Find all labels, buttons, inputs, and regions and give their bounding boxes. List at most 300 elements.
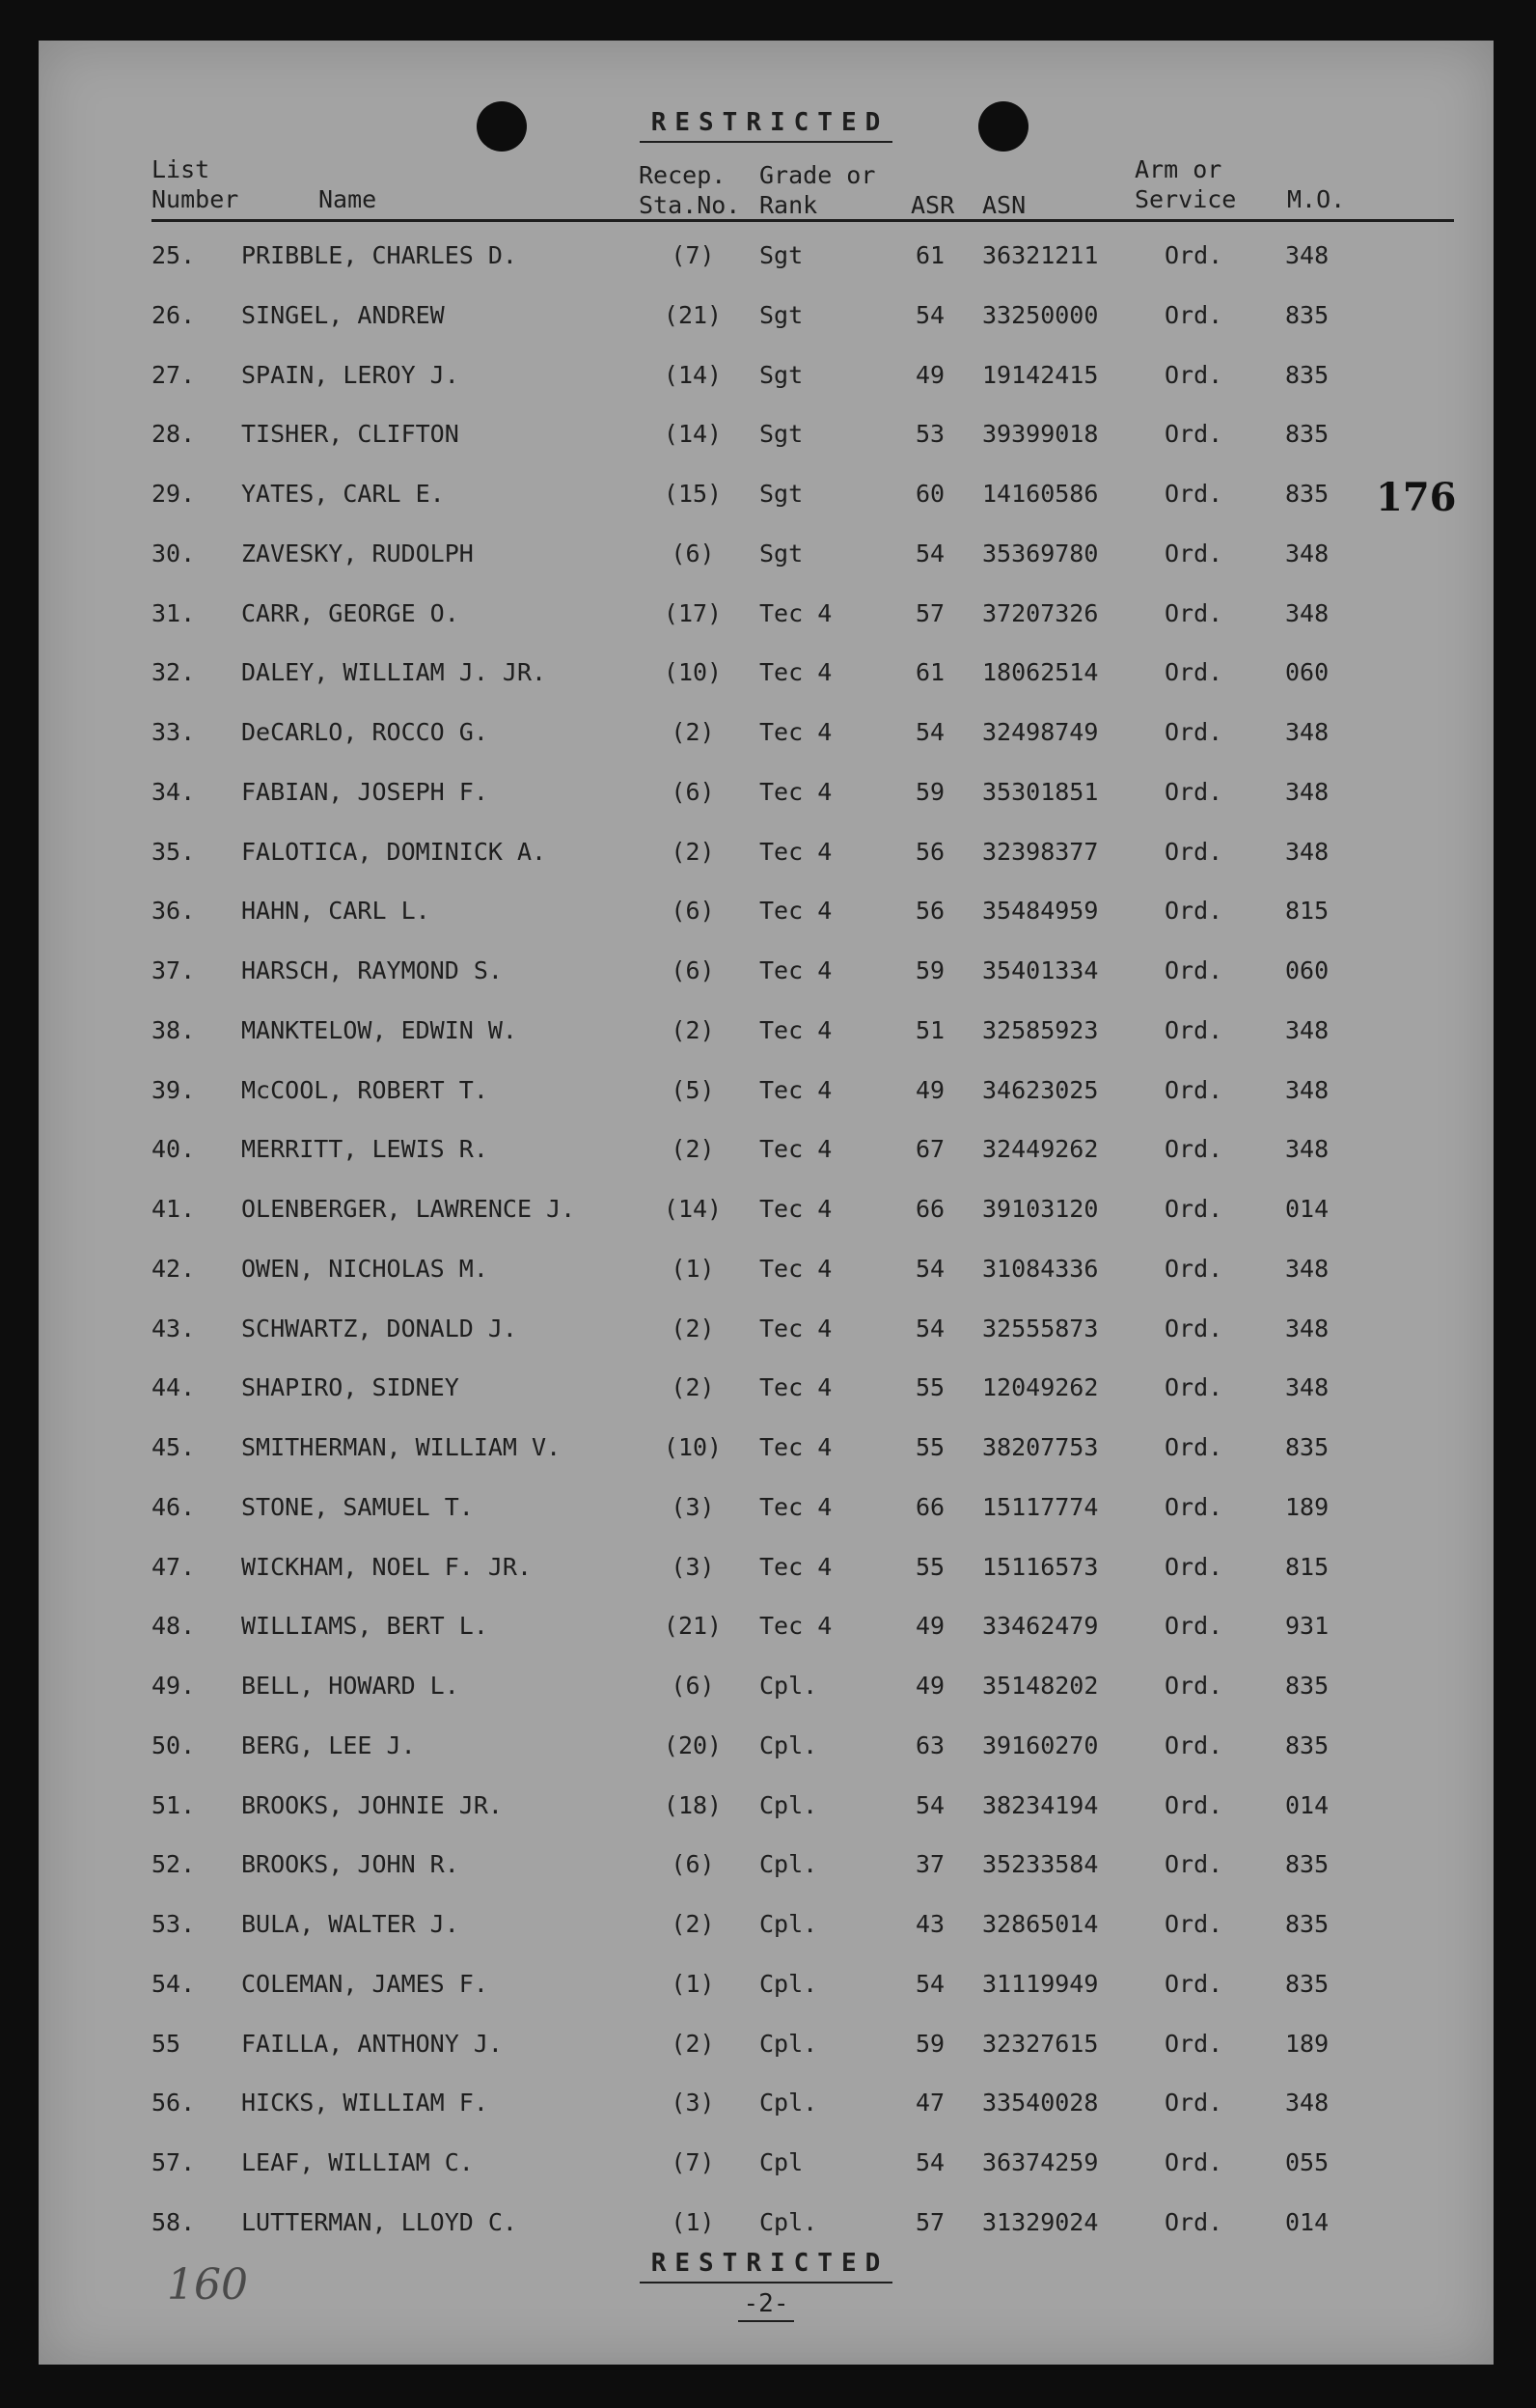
cell-asn: 35369780 xyxy=(982,539,1099,567)
table-row xyxy=(39,1731,1494,1770)
cell-mo: 815 xyxy=(1285,897,1330,926)
page-number: -2- xyxy=(39,2289,1494,2318)
cell-reception-station: (2) xyxy=(671,1015,715,1044)
cell-list-number: 50. xyxy=(151,1730,196,1759)
table-row xyxy=(39,1970,1494,2008)
cell-mo: 348 xyxy=(1285,1075,1330,1104)
cell-rank: Cpl. xyxy=(759,2089,818,2117)
cell-asr: 54 xyxy=(916,2148,946,2176)
cell-name: FABIAN, JOSEPH F. xyxy=(241,777,488,806)
cell-name: BROOKS, JOHN R. xyxy=(241,1850,459,1879)
cell-asr: 59 xyxy=(916,956,946,984)
table-row xyxy=(39,1493,1494,1532)
table-row xyxy=(39,956,1494,995)
cell-rank: Tec 4 xyxy=(759,1373,833,1402)
cell-reception-station: (7) xyxy=(671,2148,715,2176)
cell-asn: 32449262 xyxy=(982,1135,1099,1164)
table-row xyxy=(39,301,1494,340)
cell-arm-service: Ord. xyxy=(1165,360,1223,389)
cell-arm-service: Ord. xyxy=(1165,1850,1223,1879)
cell-arm-service: Ord. xyxy=(1165,1790,1223,1819)
cell-asn: 15117774 xyxy=(982,1492,1099,1521)
cell-asn: 35301851 xyxy=(982,777,1099,806)
cell-list-number: 33. xyxy=(151,718,196,746)
cell-asr: 49 xyxy=(916,1075,946,1104)
cell-name: PRIBBLE, CHARLES D. xyxy=(241,241,517,269)
cell-rank: Sgt xyxy=(759,539,804,567)
cell-list-number: 46. xyxy=(151,1492,196,1521)
cell-rank: Cpl. xyxy=(759,1790,818,1819)
cell-name: HAHN, CARL L. xyxy=(241,897,430,926)
cell-rank: Sgt xyxy=(759,480,804,508)
cell-arm-service: Ord. xyxy=(1165,2089,1223,2117)
cell-rank: Tec 4 xyxy=(759,837,833,866)
cell-reception-station: (6) xyxy=(671,539,715,567)
cell-reception-station: (1) xyxy=(671,2207,715,2236)
cell-name: WILLIAMS, BERT L. xyxy=(241,1612,488,1641)
cell-mo: 835 xyxy=(1285,420,1330,449)
cell-rank: Cpl. xyxy=(759,1910,818,1938)
cell-rank: Tec 4 xyxy=(759,718,833,746)
cell-reception-station: (2) xyxy=(671,1910,715,1938)
cell-arm-service: Ord. xyxy=(1165,2029,1223,2058)
cell-mo: 931 xyxy=(1285,1612,1330,1641)
table-row xyxy=(39,2148,1494,2187)
table-row xyxy=(39,2089,1494,2127)
cell-asn: 32865014 xyxy=(982,1910,1099,1938)
cell-arm-service: Ord. xyxy=(1165,718,1223,746)
cell-reception-station: (2) xyxy=(671,2029,715,2058)
cell-name: SMITHERMAN, WILLIAM V. xyxy=(241,1433,562,1461)
cell-name: SINGEL, ANDREW xyxy=(241,300,445,329)
cell-mo: 060 xyxy=(1285,658,1330,687)
table-row xyxy=(39,540,1494,578)
cell-arm-service: Ord. xyxy=(1165,1254,1223,1283)
cell-name: BROOKS, JOHNIE JR. xyxy=(241,1790,503,1819)
cell-asn: 14160586 xyxy=(982,480,1099,508)
cell-name: TISHER, CLIFTON xyxy=(241,420,459,449)
cell-reception-station: (1) xyxy=(671,1254,715,1283)
cell-asr: 66 xyxy=(916,1195,946,1223)
cell-asn: 15116573 xyxy=(982,1552,1099,1581)
table-row xyxy=(39,1016,1494,1055)
cell-reception-station: (18) xyxy=(663,1790,723,1819)
cell-arm-service: Ord. xyxy=(1165,1314,1223,1342)
cell-asn: 33250000 xyxy=(982,300,1099,329)
cell-mo: 835 xyxy=(1285,480,1330,508)
cell-list-number: 43. xyxy=(151,1314,196,1342)
cell-name: YATES, CARL E. xyxy=(241,480,445,508)
table-row xyxy=(39,1672,1494,1710)
cell-name: FALOTICA, DOMINICK A. xyxy=(241,837,547,866)
cell-rank: Tec 4 xyxy=(759,897,833,926)
cell-rank: Tec 4 xyxy=(759,1195,833,1223)
cell-arm-service: Ord. xyxy=(1165,897,1223,926)
classification-header: RESTRICTED xyxy=(39,108,1494,137)
cell-mo: 348 xyxy=(1285,837,1330,866)
cell-mo: 348 xyxy=(1285,598,1330,627)
cell-name: LUTTERMAN, LLOYD C. xyxy=(241,2207,517,2236)
cell-reception-station: (17) xyxy=(663,598,723,627)
cell-name: ZAVESKY, RUDOLPH xyxy=(241,539,474,567)
cell-asn: 33540028 xyxy=(982,2089,1099,2117)
table-row xyxy=(39,838,1494,876)
cell-list-number: 51. xyxy=(151,1790,196,1819)
cell-reception-station: (5) xyxy=(671,1075,715,1104)
cell-asr: 49 xyxy=(916,1612,946,1641)
cell-asr: 59 xyxy=(916,777,946,806)
cell-name: SPAIN, LEROY J. xyxy=(241,360,459,389)
cell-arm-service: Ord. xyxy=(1165,480,1223,508)
cell-asn: 18062514 xyxy=(982,658,1099,687)
cell-mo: 189 xyxy=(1285,2029,1330,2058)
cell-name: FAILLA, ANTHONY J. xyxy=(241,2029,503,2058)
cell-list-number: 47. xyxy=(151,1552,196,1581)
cell-reception-station: (14) xyxy=(663,420,723,449)
cell-asn: 31084336 xyxy=(982,1254,1099,1283)
cell-list-number: 32. xyxy=(151,658,196,687)
cell-rank: Tec 4 xyxy=(759,1492,833,1521)
cell-mo: 348 xyxy=(1285,777,1330,806)
cell-asr: 55 xyxy=(916,1552,946,1581)
cell-mo: 014 xyxy=(1285,2207,1330,2236)
cell-arm-service: Ord. xyxy=(1165,1910,1223,1938)
cell-list-number: 49. xyxy=(151,1672,196,1700)
cell-asn: 37207326 xyxy=(982,598,1099,627)
cell-mo: 348 xyxy=(1285,1254,1330,1283)
cell-rank: Tec 4 xyxy=(759,777,833,806)
cell-rank: Sgt xyxy=(759,360,804,389)
cell-arm-service: Ord. xyxy=(1165,1730,1223,1759)
table-row xyxy=(39,361,1494,400)
cell-list-number: 39. xyxy=(151,1075,196,1104)
cell-asn: 39399018 xyxy=(982,420,1099,449)
cell-arm-service: Ord. xyxy=(1165,241,1223,269)
cell-list-number: 31. xyxy=(151,598,196,627)
cell-name: OLENBERGER, LAWRENCE J. xyxy=(241,1195,576,1223)
cell-list-number: 48. xyxy=(151,1612,196,1641)
cell-name: CARR, GEORGE O. xyxy=(241,598,459,627)
cell-asn: 35401334 xyxy=(982,956,1099,984)
cell-rank: Tec 4 xyxy=(759,1314,833,1342)
cell-asr: 51 xyxy=(916,1015,946,1044)
cell-arm-service: Ord. xyxy=(1165,2148,1223,2176)
cell-list-number: 34. xyxy=(151,777,196,806)
cell-rank: Cpl. xyxy=(759,1672,818,1700)
cell-mo: 348 xyxy=(1285,1314,1330,1342)
cell-asr: 66 xyxy=(916,1492,946,1521)
cell-asr: 60 xyxy=(916,480,946,508)
cell-reception-station: (6) xyxy=(671,777,715,806)
cell-list-number: 57. xyxy=(151,2148,196,2176)
cell-rank: Tec 4 xyxy=(759,658,833,687)
cell-reception-station: (14) xyxy=(663,1195,723,1223)
cell-mo: 835 xyxy=(1285,1910,1330,1938)
cell-reception-station: (3) xyxy=(671,1552,715,1581)
cell-name: SCHWARTZ, DONALD J. xyxy=(241,1314,517,1342)
cell-rank: Cpl. xyxy=(759,1730,818,1759)
cell-list-number: 25. xyxy=(151,241,196,269)
col-header-asn: ASN xyxy=(982,191,1027,219)
cell-list-number: 56. xyxy=(151,2089,196,2117)
cell-asn: 19142415 xyxy=(982,360,1099,389)
cell-reception-station: (20) xyxy=(663,1730,723,1759)
cell-arm-service: Ord. xyxy=(1165,1015,1223,1044)
cell-mo: 348 xyxy=(1285,241,1330,269)
cell-asn: 31329024 xyxy=(982,2207,1099,2236)
cell-asr: 61 xyxy=(916,241,946,269)
table-row xyxy=(39,718,1494,757)
cell-asn: 39160270 xyxy=(982,1730,1099,1759)
cell-mo: 348 xyxy=(1285,718,1330,746)
cell-reception-station: (21) xyxy=(663,300,723,329)
cell-reception-station: (6) xyxy=(671,897,715,926)
cell-mo: 348 xyxy=(1285,1015,1330,1044)
cell-list-number: 44. xyxy=(151,1373,196,1402)
cell-asn: 38207753 xyxy=(982,1433,1099,1461)
cell-mo: 014 xyxy=(1285,1195,1330,1223)
table-row xyxy=(39,1255,1494,1293)
cell-list-number: 41. xyxy=(151,1195,196,1223)
margin-number: 176 xyxy=(1376,475,1457,520)
cell-list-number: 27. xyxy=(151,360,196,389)
cell-rank: Tec 4 xyxy=(759,1552,833,1581)
cell-arm-service: Ord. xyxy=(1165,539,1223,567)
cell-arm-service: Ord. xyxy=(1165,598,1223,627)
cell-reception-station: (1) xyxy=(671,1969,715,1998)
cell-arm-service: Ord. xyxy=(1165,1135,1223,1164)
cell-asn: 12049262 xyxy=(982,1373,1099,1402)
cell-rank: Cpl. xyxy=(759,2207,818,2236)
cell-arm-service: Ord. xyxy=(1165,777,1223,806)
cell-reception-station: (2) xyxy=(671,1135,715,1164)
cell-asn: 33462479 xyxy=(982,1612,1099,1641)
cell-name: BELL, HOWARD L. xyxy=(241,1672,459,1700)
cell-list-number: 58. xyxy=(151,2207,196,2236)
cell-reception-station: (21) xyxy=(663,1612,723,1641)
cell-asr: 54 xyxy=(916,300,946,329)
table-row xyxy=(39,1791,1494,1830)
table-row xyxy=(39,897,1494,935)
cell-asr: 57 xyxy=(916,2207,946,2236)
cell-mo: 348 xyxy=(1285,1135,1330,1164)
cell-list-number: 37. xyxy=(151,956,196,984)
table-row xyxy=(39,420,1494,458)
cell-name: BERG, LEE J. xyxy=(241,1730,416,1759)
cell-mo: 348 xyxy=(1285,1373,1330,1402)
cell-mo: 835 xyxy=(1285,360,1330,389)
cell-asn: 35148202 xyxy=(982,1672,1099,1700)
cell-mo: 835 xyxy=(1285,1850,1330,1879)
cell-name: MANKTELOW, EDWIN W. xyxy=(241,1015,517,1044)
cell-asr: 57 xyxy=(916,598,946,627)
cell-list-number: 55 xyxy=(151,2029,181,2058)
cell-name: STONE, SAMUEL T. xyxy=(241,1492,474,1521)
cell-arm-service: Ord. xyxy=(1165,1672,1223,1700)
cell-arm-service: Ord. xyxy=(1165,658,1223,687)
cell-asn: 31119949 xyxy=(982,1969,1099,1998)
cell-arm-service: Ord. xyxy=(1165,1969,1223,1998)
cell-reception-station: (7) xyxy=(671,241,715,269)
cell-reception-station: (14) xyxy=(663,360,723,389)
cell-rank: Cpl. xyxy=(759,1969,818,1998)
cell-name: MERRITT, LEWIS R. xyxy=(241,1135,488,1164)
cell-name: BULA, WALTER J. xyxy=(241,1910,459,1938)
header-rule xyxy=(151,219,1454,222)
cell-arm-service: Ord. xyxy=(1165,1433,1223,1461)
cell-rank: Tec 4 xyxy=(759,956,833,984)
cell-asr: 53 xyxy=(916,420,946,449)
cell-mo: 060 xyxy=(1285,956,1330,984)
cell-mo: 835 xyxy=(1285,1433,1330,1461)
cell-list-number: 29. xyxy=(151,480,196,508)
cell-reception-station: (2) xyxy=(671,837,715,866)
cell-asr: 67 xyxy=(916,1135,946,1164)
cell-list-number: 38. xyxy=(151,1015,196,1044)
cell-asr: 56 xyxy=(916,897,946,926)
cell-mo: 835 xyxy=(1285,1672,1330,1700)
cell-rank: Sgt xyxy=(759,300,804,329)
cell-name: WICKHAM, NOEL F. JR. xyxy=(241,1552,533,1581)
cell-reception-station: (10) xyxy=(663,1433,723,1461)
table-row xyxy=(39,1373,1494,1412)
col-header-name: Name xyxy=(318,185,377,213)
cell-arm-service: Ord. xyxy=(1165,1612,1223,1641)
cell-reception-station: (3) xyxy=(671,1492,715,1521)
cell-asn: 35484959 xyxy=(982,897,1099,926)
col-header-list-number: List Number xyxy=(151,155,239,213)
cell-list-number: 45. xyxy=(151,1433,196,1461)
col-header-grade: Grade or Rank xyxy=(759,161,876,219)
cell-asr: 54 xyxy=(916,1254,946,1283)
cell-asr: 63 xyxy=(916,1730,946,1759)
cell-asn: 38234194 xyxy=(982,1790,1099,1819)
table-row xyxy=(39,1850,1494,1889)
cell-list-number: 26. xyxy=(151,300,196,329)
cell-asr: 49 xyxy=(916,360,946,389)
cell-name: LEAF, WILLIAM C. xyxy=(241,2148,474,2176)
cell-rank: Tec 4 xyxy=(759,1135,833,1164)
cell-arm-service: Ord. xyxy=(1165,1492,1223,1521)
cell-arm-service: Ord. xyxy=(1165,956,1223,984)
cell-name: SHAPIRO, SIDNEY xyxy=(241,1373,459,1402)
cell-asr: 37 xyxy=(916,1850,946,1879)
cell-asn: 36374259 xyxy=(982,2148,1099,2176)
cell-rank: Tec 4 xyxy=(759,1254,833,1283)
cell-arm-service: Ord. xyxy=(1165,1075,1223,1104)
cell-asr: 43 xyxy=(916,1910,946,1938)
cell-mo: 189 xyxy=(1285,1492,1330,1521)
cell-arm-service: Ord. xyxy=(1165,420,1223,449)
table-row xyxy=(39,1076,1494,1115)
cell-rank: Tec 4 xyxy=(759,1612,833,1641)
cell-asn: 32327615 xyxy=(982,2029,1099,2058)
cell-arm-service: Ord. xyxy=(1165,2207,1223,2236)
classification-footer: RESTRICTED xyxy=(39,2249,1494,2278)
cell-asr: 55 xyxy=(916,1373,946,1402)
table-row xyxy=(39,1553,1494,1591)
cell-name: COLEMAN, JAMES F. xyxy=(241,1969,488,1998)
cell-rank: Cpl xyxy=(759,2148,804,2176)
cell-asr: 56 xyxy=(916,837,946,866)
cell-asn: 32498749 xyxy=(982,718,1099,746)
cell-asn: 36321211 xyxy=(982,241,1099,269)
cell-mo: 055 xyxy=(1285,2148,1330,2176)
cell-mo: 835 xyxy=(1285,300,1330,329)
table-row xyxy=(39,1135,1494,1174)
cell-asn: 32398377 xyxy=(982,837,1099,866)
table-row xyxy=(39,778,1494,817)
cell-asr: 54 xyxy=(916,1314,946,1342)
cell-mo: 348 xyxy=(1285,2089,1330,2117)
cell-list-number: 52. xyxy=(151,1850,196,1879)
cell-arm-service: Ord. xyxy=(1165,300,1223,329)
table-row xyxy=(39,241,1494,280)
cell-rank: Tec 4 xyxy=(759,598,833,627)
handwritten-note: 160 xyxy=(167,2260,248,2310)
cell-arm-service: Ord. xyxy=(1165,1373,1223,1402)
cell-list-number: 28. xyxy=(151,420,196,449)
cell-mo: 014 xyxy=(1285,1790,1330,1819)
cell-reception-station: (2) xyxy=(671,1373,715,1402)
cell-reception-station: (3) xyxy=(671,2089,715,2117)
cell-reception-station: (2) xyxy=(671,718,715,746)
table-row xyxy=(39,2030,1494,2068)
cell-arm-service: Ord. xyxy=(1165,837,1223,866)
cell-asr: 61 xyxy=(916,658,946,687)
cell-list-number: 54. xyxy=(151,1969,196,1998)
cell-rank: Sgt xyxy=(759,241,804,269)
col-header-recep: Recep. Sta.No. xyxy=(639,161,741,219)
cell-asn: 39103120 xyxy=(982,1195,1099,1223)
cell-reception-station: (6) xyxy=(671,1672,715,1700)
table-row xyxy=(39,599,1494,638)
table-row xyxy=(39,1195,1494,1233)
document-page xyxy=(39,41,1494,2365)
cell-list-number: 30. xyxy=(151,539,196,567)
cell-arm-service: Ord. xyxy=(1165,1195,1223,1223)
col-header-asr: ASR xyxy=(911,191,955,219)
cell-name: HICKS, WILLIAM F. xyxy=(241,2089,488,2117)
cell-list-number: 42. xyxy=(151,1254,196,1283)
cell-name: OWEN, NICHOLAS M. xyxy=(241,1254,488,1283)
cell-list-number: 40. xyxy=(151,1135,196,1164)
cell-asr: 59 xyxy=(916,2029,946,2058)
cell-reception-station: (15) xyxy=(663,480,723,508)
cell-asn: 35233584 xyxy=(982,1850,1099,1879)
cell-mo: 815 xyxy=(1285,1552,1330,1581)
cell-asn: 32585923 xyxy=(982,1015,1099,1044)
col-header-mo: M.O. xyxy=(1287,185,1346,213)
cell-name: HARSCH, RAYMOND S. xyxy=(241,956,503,984)
cell-reception-station: (6) xyxy=(671,1850,715,1879)
cell-list-number: 36. xyxy=(151,897,196,926)
cell-asn: 32555873 xyxy=(982,1314,1099,1342)
table-row xyxy=(39,1612,1494,1650)
cell-asr: 54 xyxy=(916,539,946,567)
cell-rank: Sgt xyxy=(759,420,804,449)
cell-asr: 49 xyxy=(916,1672,946,1700)
cell-asr: 54 xyxy=(916,1969,946,1998)
cell-name: DeCARLO, ROCCO G. xyxy=(241,718,488,746)
col-header-arm: Arm or Service xyxy=(1135,155,1237,213)
cell-asr: 55 xyxy=(916,1433,946,1461)
table-row xyxy=(39,1315,1494,1353)
cell-reception-station: (6) xyxy=(671,956,715,984)
cell-list-number: 35. xyxy=(151,837,196,866)
cell-asn: 34623025 xyxy=(982,1075,1099,1104)
cell-rank: Cpl. xyxy=(759,1850,818,1879)
